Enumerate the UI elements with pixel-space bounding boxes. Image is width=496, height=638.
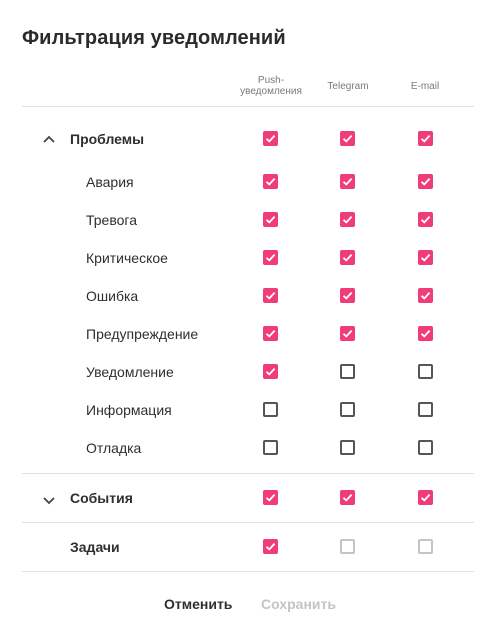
header-divider xyxy=(22,106,474,107)
group-label-problems: Проблемы xyxy=(70,131,145,147)
checkmark-icon xyxy=(419,289,432,302)
item-label: Предупреждение xyxy=(86,326,199,342)
checkmark-icon xyxy=(419,491,432,504)
checkbox-tasks-email xyxy=(418,539,433,554)
dialog-title: Фильтрация уведомлений xyxy=(22,27,286,49)
tasks-divider xyxy=(22,571,474,572)
checkmark-icon xyxy=(419,251,432,264)
checkbox-push[interactable] xyxy=(263,402,278,417)
checkmark-icon xyxy=(341,289,354,302)
checkbox-push[interactable] xyxy=(263,212,278,227)
item-label: Критическое xyxy=(86,250,168,266)
checkbox-email[interactable] xyxy=(418,174,433,189)
checkmark-icon xyxy=(264,289,277,302)
checkbox-push[interactable] xyxy=(263,288,278,303)
list-item-info xyxy=(0,391,496,429)
checkmark-icon xyxy=(341,327,354,340)
checkbox-events-telegram[interactable] xyxy=(340,490,355,505)
checkbox-push[interactable] xyxy=(263,364,278,379)
list-item-notice xyxy=(0,353,496,391)
item-label: Информация xyxy=(86,402,172,418)
checkmark-icon xyxy=(264,132,277,145)
checkbox-email[interactable] xyxy=(418,250,433,265)
checkbox-telegram[interactable] xyxy=(340,174,355,189)
events-divider xyxy=(22,522,474,523)
group-row-problems[interactable] xyxy=(0,120,496,158)
checkmark-icon xyxy=(264,251,277,264)
checkmark-icon xyxy=(264,491,277,504)
checkbox-events-push[interactable] xyxy=(263,490,278,505)
group-label-events: События xyxy=(70,490,133,506)
item-label: Уведомление xyxy=(86,364,174,380)
checkmark-icon xyxy=(264,365,277,378)
chevron-down-icon[interactable] xyxy=(42,493,56,507)
checkmark-icon xyxy=(341,213,354,226)
group-row-tasks xyxy=(0,528,496,566)
checkmark-icon xyxy=(264,213,277,226)
checkmark-icon xyxy=(419,132,432,145)
column-header-push-label: Push- уведомления xyxy=(240,75,302,97)
checkbox-email[interactable] xyxy=(418,212,433,227)
column-header-telegram xyxy=(310,73,386,99)
checkmark-icon xyxy=(419,327,432,340)
checkmark-icon xyxy=(341,251,354,264)
column-header-telegram-label: Telegram xyxy=(327,80,369,92)
group-row-events[interactable] xyxy=(0,479,496,517)
checkbox-telegram[interactable] xyxy=(340,402,355,417)
checkbox-email[interactable] xyxy=(418,364,433,379)
list-item-critical xyxy=(0,239,496,277)
list-item-error xyxy=(0,277,496,315)
item-label: Ошибка xyxy=(86,288,139,304)
checkbox-events-email[interactable] xyxy=(418,490,433,505)
checkbox-telegram[interactable] xyxy=(340,364,355,379)
list-item-debug xyxy=(0,429,496,467)
checkbox-push[interactable] xyxy=(263,440,278,455)
checkbox-problems-telegram[interactable] xyxy=(340,131,355,146)
list-item-warning xyxy=(0,315,496,353)
checkbox-email[interactable] xyxy=(418,326,433,341)
checkmark-icon xyxy=(264,327,277,340)
checkbox-push[interactable] xyxy=(263,174,278,189)
checkbox-email[interactable] xyxy=(418,288,433,303)
list-item-alarm xyxy=(0,163,496,201)
checkbox-telegram[interactable] xyxy=(340,288,355,303)
checkmark-icon xyxy=(419,213,432,226)
checkmark-icon xyxy=(419,175,432,188)
checkmark-icon xyxy=(341,132,354,145)
checkbox-email[interactable] xyxy=(418,440,433,455)
checkbox-telegram[interactable] xyxy=(340,326,355,341)
checkbox-problems-push[interactable] xyxy=(263,131,278,146)
checkmark-icon xyxy=(264,175,277,188)
problems-divider xyxy=(22,473,474,474)
checkbox-telegram[interactable] xyxy=(340,250,355,265)
checkbox-problems-email[interactable] xyxy=(418,131,433,146)
item-label: Авария xyxy=(86,174,134,190)
checkbox-telegram[interactable] xyxy=(340,212,355,227)
checkmark-icon xyxy=(264,540,277,553)
checkbox-tasks-telegram xyxy=(340,539,355,554)
checkbox-telegram[interactable] xyxy=(340,440,355,455)
checkbox-email[interactable] xyxy=(418,402,433,417)
item-label: Тревога xyxy=(86,212,137,228)
checkbox-push[interactable] xyxy=(263,326,278,341)
checkmark-icon xyxy=(341,175,354,188)
save-button: Сохранить xyxy=(261,596,336,612)
cancel-button[interactable]: Отменить xyxy=(164,596,233,612)
checkbox-push[interactable] xyxy=(263,250,278,265)
group-label-tasks: Задачи xyxy=(70,539,120,555)
column-header-email-label: E-mail xyxy=(410,80,440,92)
item-label: Отладка xyxy=(86,440,142,456)
column-header-email xyxy=(386,73,464,99)
checkbox-tasks-push[interactable] xyxy=(263,539,278,554)
chevron-up-icon[interactable] xyxy=(42,132,56,146)
checkmark-icon xyxy=(341,491,354,504)
list-item-alert xyxy=(0,201,496,239)
column-header-push xyxy=(232,73,310,99)
